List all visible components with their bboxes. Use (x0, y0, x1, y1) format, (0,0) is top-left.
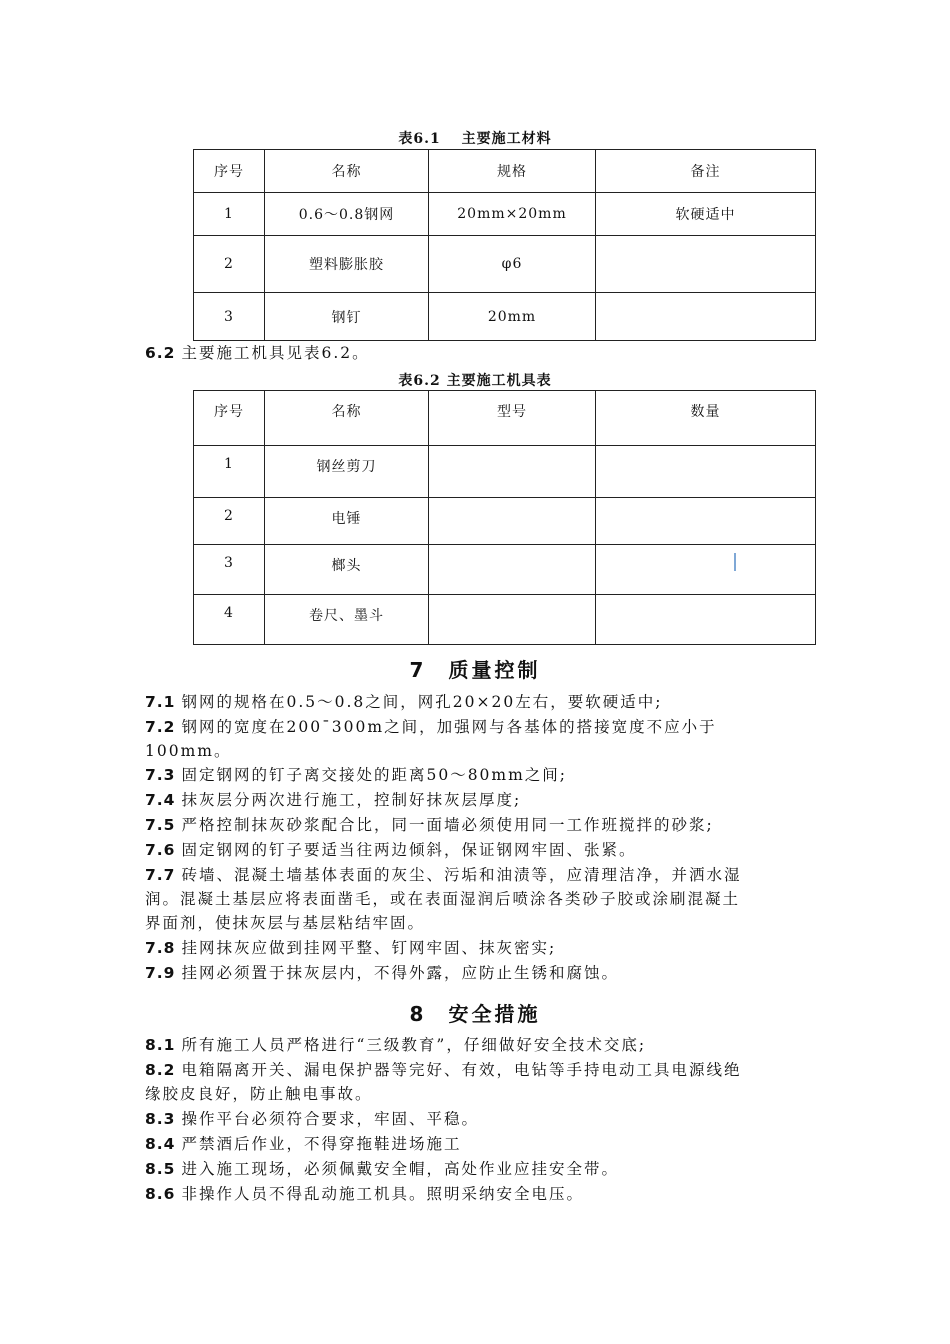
header-cell: 型号 (429, 391, 596, 446)
tools-table (193, 390, 816, 645)
header-cell: 名称 (265, 150, 429, 193)
clause-text: 固定钢网的钉子离交接处的距离50～80mm之间; (181, 766, 568, 784)
clause-8-1 (145, 1033, 815, 1057)
table-row (194, 498, 816, 545)
clause-text: 抹灰层分两次进行施工，控制好抹灰层厚度; (181, 791, 522, 809)
table-cell (596, 446, 816, 498)
clause-8-3 (145, 1107, 815, 1131)
table-cell (596, 293, 816, 341)
clause-7-9 (145, 961, 815, 985)
table-cell: 1 (194, 446, 265, 498)
table-cell (429, 545, 596, 595)
clause-text: 所有施工人员严格进行“三级教育”，仔细做好安全技术交底; (181, 1036, 647, 1054)
clause-7-2-cont: 100mm。 (145, 742, 232, 760)
clause-text: 主要施工机具见表6.2。 (181, 344, 370, 362)
table-row (194, 193, 816, 236)
table-cell (429, 446, 596, 498)
clause-8-5 (145, 1157, 815, 1181)
clause-text: 钢网的宽度在200¯300m之间，加强网与各基体的搭接宽度不应小于 (181, 718, 717, 736)
clause-8-2 (145, 1058, 815, 1082)
table-cell: 榔头 (265, 545, 429, 595)
clause-8-6 (145, 1182, 815, 1206)
table-row (194, 446, 816, 498)
table-cell: 电锤 (265, 498, 429, 545)
table-cell: 3 (194, 545, 265, 595)
table-cell: 0.6～0.8钢网 (265, 193, 429, 236)
clause-7-3 (145, 763, 815, 787)
clause-number: 7.5 (145, 816, 176, 834)
table-cell (596, 498, 816, 545)
section-number: 8 (409, 1002, 427, 1026)
clause-7-5 (145, 813, 815, 837)
table-cell (429, 498, 596, 545)
header-cell: 序号 (194, 150, 265, 193)
table-cell (429, 595, 596, 645)
clause-number: 7.8 (145, 939, 176, 957)
section-title: 质量控制 (448, 658, 541, 682)
table-cell: 卷尺、墨斗 (265, 595, 429, 645)
clause-text: 钢网的规格在0.5～0.8之间，网孔20×20左右，要软硬适中; (181, 693, 663, 711)
section-title: 安全措施 (448, 1002, 541, 1026)
table-header-row (194, 150, 816, 193)
clause-7-8 (145, 936, 815, 960)
clause-number: 8.2 (145, 1061, 176, 1079)
section-number: 7 (409, 658, 427, 682)
table-cell: 20mm (429, 293, 596, 341)
materials-table (193, 149, 816, 341)
clause-text: 操作平台必须符合要求，牢固、平稳。 (181, 1110, 479, 1128)
table-cell: 塑料膨胀胶 (265, 236, 429, 293)
table-cell: 钢钉 (265, 293, 429, 341)
table-row (194, 293, 816, 341)
clause-number: 7.4 (145, 791, 176, 809)
header-cell: 规格 (429, 150, 596, 193)
clause-text: 挂网抹灰应做到挂网平整、钉网牢固、抹灰密实; (181, 939, 557, 957)
header-cell: 名称 (265, 391, 429, 446)
clause-text: 严格控制抹灰砂浆配合比，同一面墙必须使用同一工作班搅拌的砂浆; (181, 816, 714, 834)
clause-text: 挂网必须置于抹灰层内，不得外露，应防止生锈和腐蚀。 (181, 964, 619, 982)
clause-number: 8.4 (145, 1135, 176, 1153)
clause-number: 8.1 (145, 1036, 176, 1054)
clause-number: 7.9 (145, 964, 176, 982)
clause-7-4 (145, 788, 815, 812)
clause-text: 砖墙、混凝土墙基体表面的灰尘、污垢和油渍等，应清理洁净，并洒水湿 (181, 866, 742, 884)
clause-number: 7.1 (145, 693, 176, 711)
clause-8-4 (145, 1132, 815, 1156)
table-header-row (194, 391, 816, 446)
table-cell: φ6 (429, 236, 596, 293)
table-cell: 20mm×20mm (429, 193, 596, 236)
table-cell: 1 (194, 193, 265, 236)
clause-number: 6.2 (145, 344, 176, 362)
clause-8-2-cont: 缘胶皮良好，防止触电事故。 (145, 1085, 373, 1103)
section-8-heading (0, 998, 950, 1027)
table2-caption: 表6.2 主要施工机具表 (398, 373, 552, 389)
clause-number: 7.3 (145, 766, 176, 784)
table-cell (596, 545, 816, 595)
table-cell: 钢丝剪刀 (265, 446, 429, 498)
clause-text: 固定钢网的钉子要适当往两边倾斜，保证钢网牢固、张紧。 (181, 841, 637, 859)
clause-text: 电箱隔离开关、漏电保护器等完好、有效，电钻等手持电动工具电源线绝 (181, 1061, 742, 1079)
table-cell: 2 (194, 498, 265, 545)
table-cell (596, 236, 816, 293)
table-cell (596, 595, 816, 645)
header-cell: 数量 (596, 391, 816, 446)
clause-7-7-cont: 润。混凝土基层应将表面凿毛，或在表面湿润后喷涂各类砂子胶或涂刷混凝土 (145, 890, 741, 908)
table-cell: 软硬适中 (596, 193, 816, 236)
section-7-heading (0, 654, 950, 683)
clause-number: 8.6 (145, 1185, 176, 1203)
clause-7-7 (145, 863, 815, 887)
header-cell: 备注 (596, 150, 816, 193)
clause-number: 7.7 (145, 866, 176, 884)
table-row (194, 545, 816, 595)
table1-caption: 表6.1 主要施工材料 (398, 131, 552, 147)
clause-7-1 (145, 690, 815, 714)
table-cell: 3 (194, 293, 265, 341)
table-row (194, 236, 816, 293)
table-row (194, 595, 816, 645)
clause-number: 7.2 (145, 718, 176, 736)
clause-7-6 (145, 838, 815, 862)
table-cell: 2 (194, 236, 265, 293)
text-cursor (734, 553, 736, 571)
header-cell: 序号 (194, 391, 265, 446)
clause-text: 严禁酒后作业，不得穿拖鞋进场施工 (181, 1135, 462, 1153)
clause-7-2 (145, 715, 815, 739)
paragraph-6-2 (145, 341, 815, 365)
table-cell: 4 (194, 595, 265, 645)
clause-number: 8.3 (145, 1110, 176, 1128)
clause-text: 非操作人员不得乱动施工机具。照明采纳安全电压。 (181, 1185, 584, 1203)
clause-text: 进入施工现场，必须佩戴安全帽，高处作业应挂安全带。 (181, 1160, 619, 1178)
clause-number: 7.6 (145, 841, 176, 859)
clause-number: 8.5 (145, 1160, 176, 1178)
clause-7-7-cont: 界面剂，使抹灰层与基层粘结牢固。 (145, 914, 426, 932)
